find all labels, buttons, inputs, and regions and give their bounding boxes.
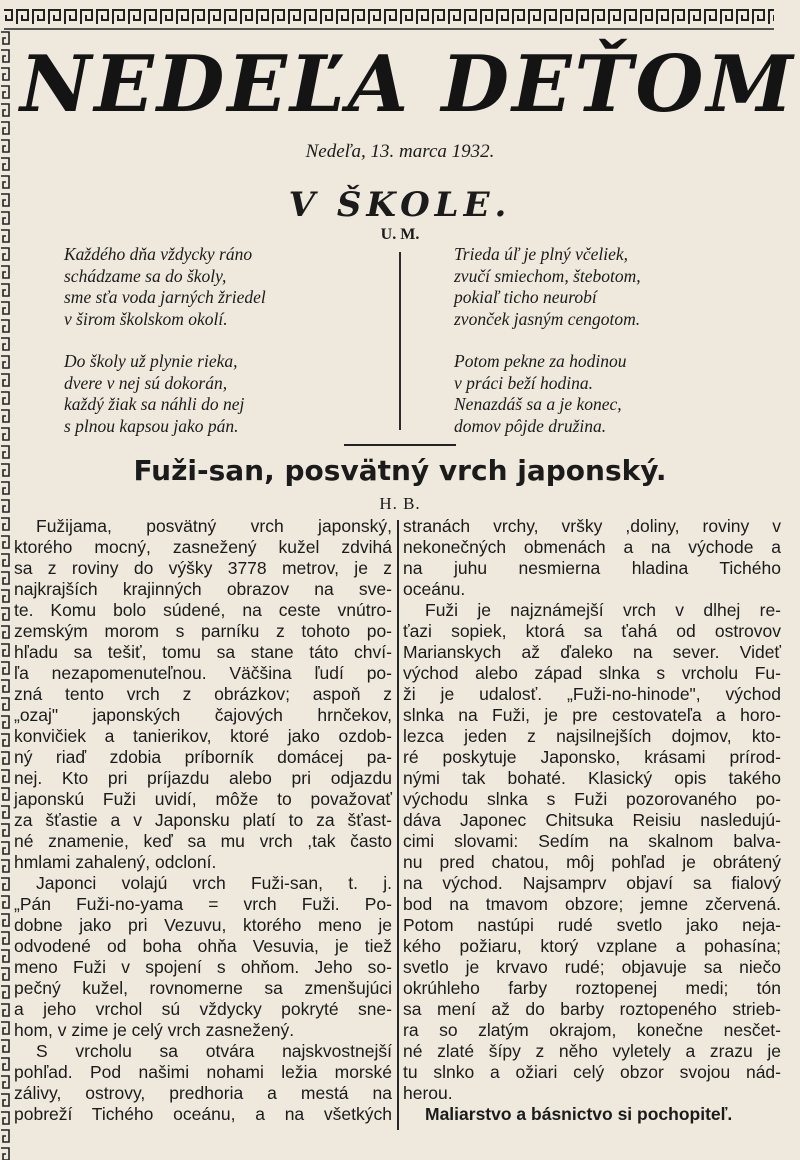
- text-line: japonskú Fuži uvidí, môže to považovať: [14, 789, 392, 809]
- poem-column-divider: [399, 252, 401, 430]
- text-line: Potom nastúpi rudé svetlo jako neja-: [403, 915, 781, 935]
- article-column-divider: [397, 520, 399, 1130]
- text-line: nekonečných obmenách a na východe a: [403, 537, 781, 557]
- text-line: tu slnko a ožiari celý obzor svojou nád-: [403, 1062, 781, 1082]
- stanza: [454, 351, 774, 437]
- text-line: ži je udalosť. „Fuži-no-hinode", východ: [403, 684, 781, 704]
- text-line: na východ. Najsamprv objaví sa fialový: [403, 873, 781, 893]
- text-line: východu slnka s Fuži pozorovaného po-: [403, 789, 781, 809]
- text-line: najkrajších krajinných obrazov na sve-: [14, 579, 392, 599]
- poem-title: V ŠKOLE.: [288, 185, 512, 225]
- verse-line: zvučí smiechom, štebotom,: [454, 265, 641, 286]
- text-line: herou.: [403, 1083, 453, 1103]
- text-line: dáva Japonec Chitsuka Reisiu nasledujú-: [403, 810, 781, 830]
- poem-author: U. M.: [380, 226, 420, 243]
- text-line: okrúhleho farby roztopenej medi; tón: [403, 978, 781, 998]
- text-line: oceánu.: [403, 579, 466, 599]
- text-line: nej. Kto pri príjazdu alebo pri odjazdu: [14, 768, 392, 788]
- text-line: né znamenie, keď sa mu vrch ,tak často: [14, 831, 392, 851]
- text-line: nými tak bohaté. Klasický opis takého: [403, 768, 781, 788]
- text-line: né zlaté šípy z něho vyletely a zrazu je: [403, 1041, 781, 1061]
- article-separator-rule: [344, 444, 456, 446]
- text-line: Japonci volajú vrch Fuži-san, t. j.: [36, 873, 392, 893]
- text-line: S vrcholu sa otvára najskvostnejší: [36, 1041, 392, 1061]
- closing-line: Maliarstvo a básnictvo si pochopiteľ.: [425, 1104, 733, 1124]
- verse-line: s plnou kapsou jako pán.: [64, 415, 239, 436]
- text-line: zemským morom s parníku z tohoto po-: [14, 621, 392, 641]
- text-line: bod na tmavom obzore; jemne zčervená.: [403, 894, 781, 914]
- text-line: ra so zlatým okrajom, konečne nesčet-: [403, 1020, 781, 1040]
- text-line: svetlo je krvavo rudé; objavuje sa niečo: [403, 957, 781, 977]
- text-line: pobreží Tichého oceánu, a na všetkých: [14, 1104, 392, 1124]
- text-line: Fužijama, posvätný vrch japonský,: [36, 516, 392, 536]
- text-line: a jeho vrchol sú vždycky pokryté sne-: [14, 999, 392, 1019]
- text-line: na juhu nesmierna hladina Tichého: [403, 558, 781, 578]
- poem-column-right: [454, 244, 774, 458]
- dateline: Nedeľa, 13. marca 1932.: [305, 141, 495, 162]
- text-line: meno Fuži v spojení s ohňom. Jeho so-: [14, 957, 392, 977]
- text-line: za šťastie a v Japonsku platí to za šťast-: [14, 810, 392, 830]
- text-line: zálivy, ostrovy, predhoria a mestá na: [14, 1083, 392, 1103]
- stanza: [64, 244, 384, 330]
- verse-line: Trieda úľ je plný včeliek,: [454, 244, 629, 264]
- text-line: slnka na Fuži, je pre cestovateľa a horo-: [403, 705, 781, 725]
- text-line: ré poskytuje Japonsko, krásami prírod-: [403, 747, 781, 767]
- text-line: hom, v zime je celý vrch zasnežený.: [14, 1020, 295, 1040]
- text-line: východ alebo západ slnka s vrcholu Fu-: [403, 663, 781, 683]
- text-line: nu pred chatou, môj pohľad je obrátený: [403, 852, 781, 872]
- verse-line: v širom školskom okolí.: [64, 308, 228, 329]
- text-line: ný riaď zdobia príborník domácej pa-: [14, 747, 392, 767]
- stanza: [64, 351, 384, 437]
- text-line: cimi slovami: Sedím na skalnom balva-: [403, 831, 781, 851]
- text-line: sa z roviny do výšky 3778 metrov, je z: [14, 558, 392, 578]
- poem-column-left: [64, 244, 384, 458]
- text-line: hľadu sa tešiť, tomu sa stane táto chví-: [14, 642, 392, 662]
- verse-line: Potom pekne za hodinou: [454, 351, 627, 371]
- stanza: [454, 244, 774, 330]
- text-line: ľa nezapomenuteľnou. Väčšina ľudí po-: [14, 663, 392, 683]
- text-line: stranách vrchy, vršky ,doliny, roviny v: [403, 516, 781, 536]
- text-line: odvodené od boha ohňa Vesuvia, je tiež: [14, 936, 392, 956]
- text-line: Fuži je najznámejší vrch v dlhej re-: [425, 600, 781, 620]
- article-column-right: [403, 516, 781, 1125]
- masthead-title: NEDEĽA DEŤOM: [20, 39, 796, 130]
- text-line: Marianskych až ďaleko na sever. Videť: [403, 642, 781, 662]
- text-line: sa mení až do barby roztopeného strieb-: [403, 999, 781, 1019]
- verse-line: Do školy už plynie rieka,: [64, 351, 238, 371]
- text-line: zná tento vrch z obrázkov; aspoň z: [14, 684, 392, 704]
- text-line: „Pán Fuži-no-yama = vrch Fuži. Po-: [14, 894, 392, 914]
- verse-line: sme sťa voda jarných žriedel: [64, 287, 266, 307]
- text-line: konvičiek a tanierikov, ktoré jako ozdob-: [14, 726, 392, 746]
- article-headline: Fuži-san, posvätný vrch japonský.: [133, 454, 667, 487]
- article-column-left: [14, 516, 392, 1125]
- text-line: pečný kužel, rovnomerne sa zmenšujúci: [14, 978, 392, 998]
- verse-line: dvere v nej sú dokorán,: [64, 372, 228, 393]
- verse-line: schádzame sa do školy,: [64, 265, 227, 286]
- greek-key-border-top: [0, 0, 800, 30]
- verse-line: každý žiak sa náhli do nej: [64, 394, 245, 414]
- text-line: lezca jeden z najsilnejších dojmov, kto-: [403, 726, 781, 746]
- verse-line: Každého dňa vždycky ráno: [64, 244, 253, 264]
- text-line: ťazi sopiek, ktorá sa ťahá od ostrovov: [403, 621, 781, 641]
- text-line: kého požiaru, ktorý vzplane a pohasína;: [403, 936, 781, 956]
- text-line: hmlami zahalený, odcloní.: [14, 852, 217, 872]
- text-line: „ozaj" japonských čajových hrnčekov,: [14, 705, 392, 725]
- verse-line: zvonček jasným cengotom.: [454, 308, 641, 329]
- verse-line: pokiaľ ticho neurobí: [454, 287, 597, 307]
- text-line: te. Komu bolo súdené, na ceste vnútro-: [14, 600, 392, 620]
- verse-line: v práci beží hodina.: [454, 372, 594, 393]
- text-line: dobne jako pri Vezuvu, ktorého meno je: [14, 915, 392, 935]
- verse-line: Nenazdáš sa a je konec,: [454, 394, 622, 414]
- text-line: pohľad. Pod našimi nohami ležia morské: [14, 1062, 392, 1082]
- verse-line: domov pôjde družina.: [454, 415, 607, 436]
- text-line: ktorého mocný, zasnežený kužel zdvihá: [14, 537, 392, 557]
- article-byline: H. B.: [379, 494, 421, 513]
